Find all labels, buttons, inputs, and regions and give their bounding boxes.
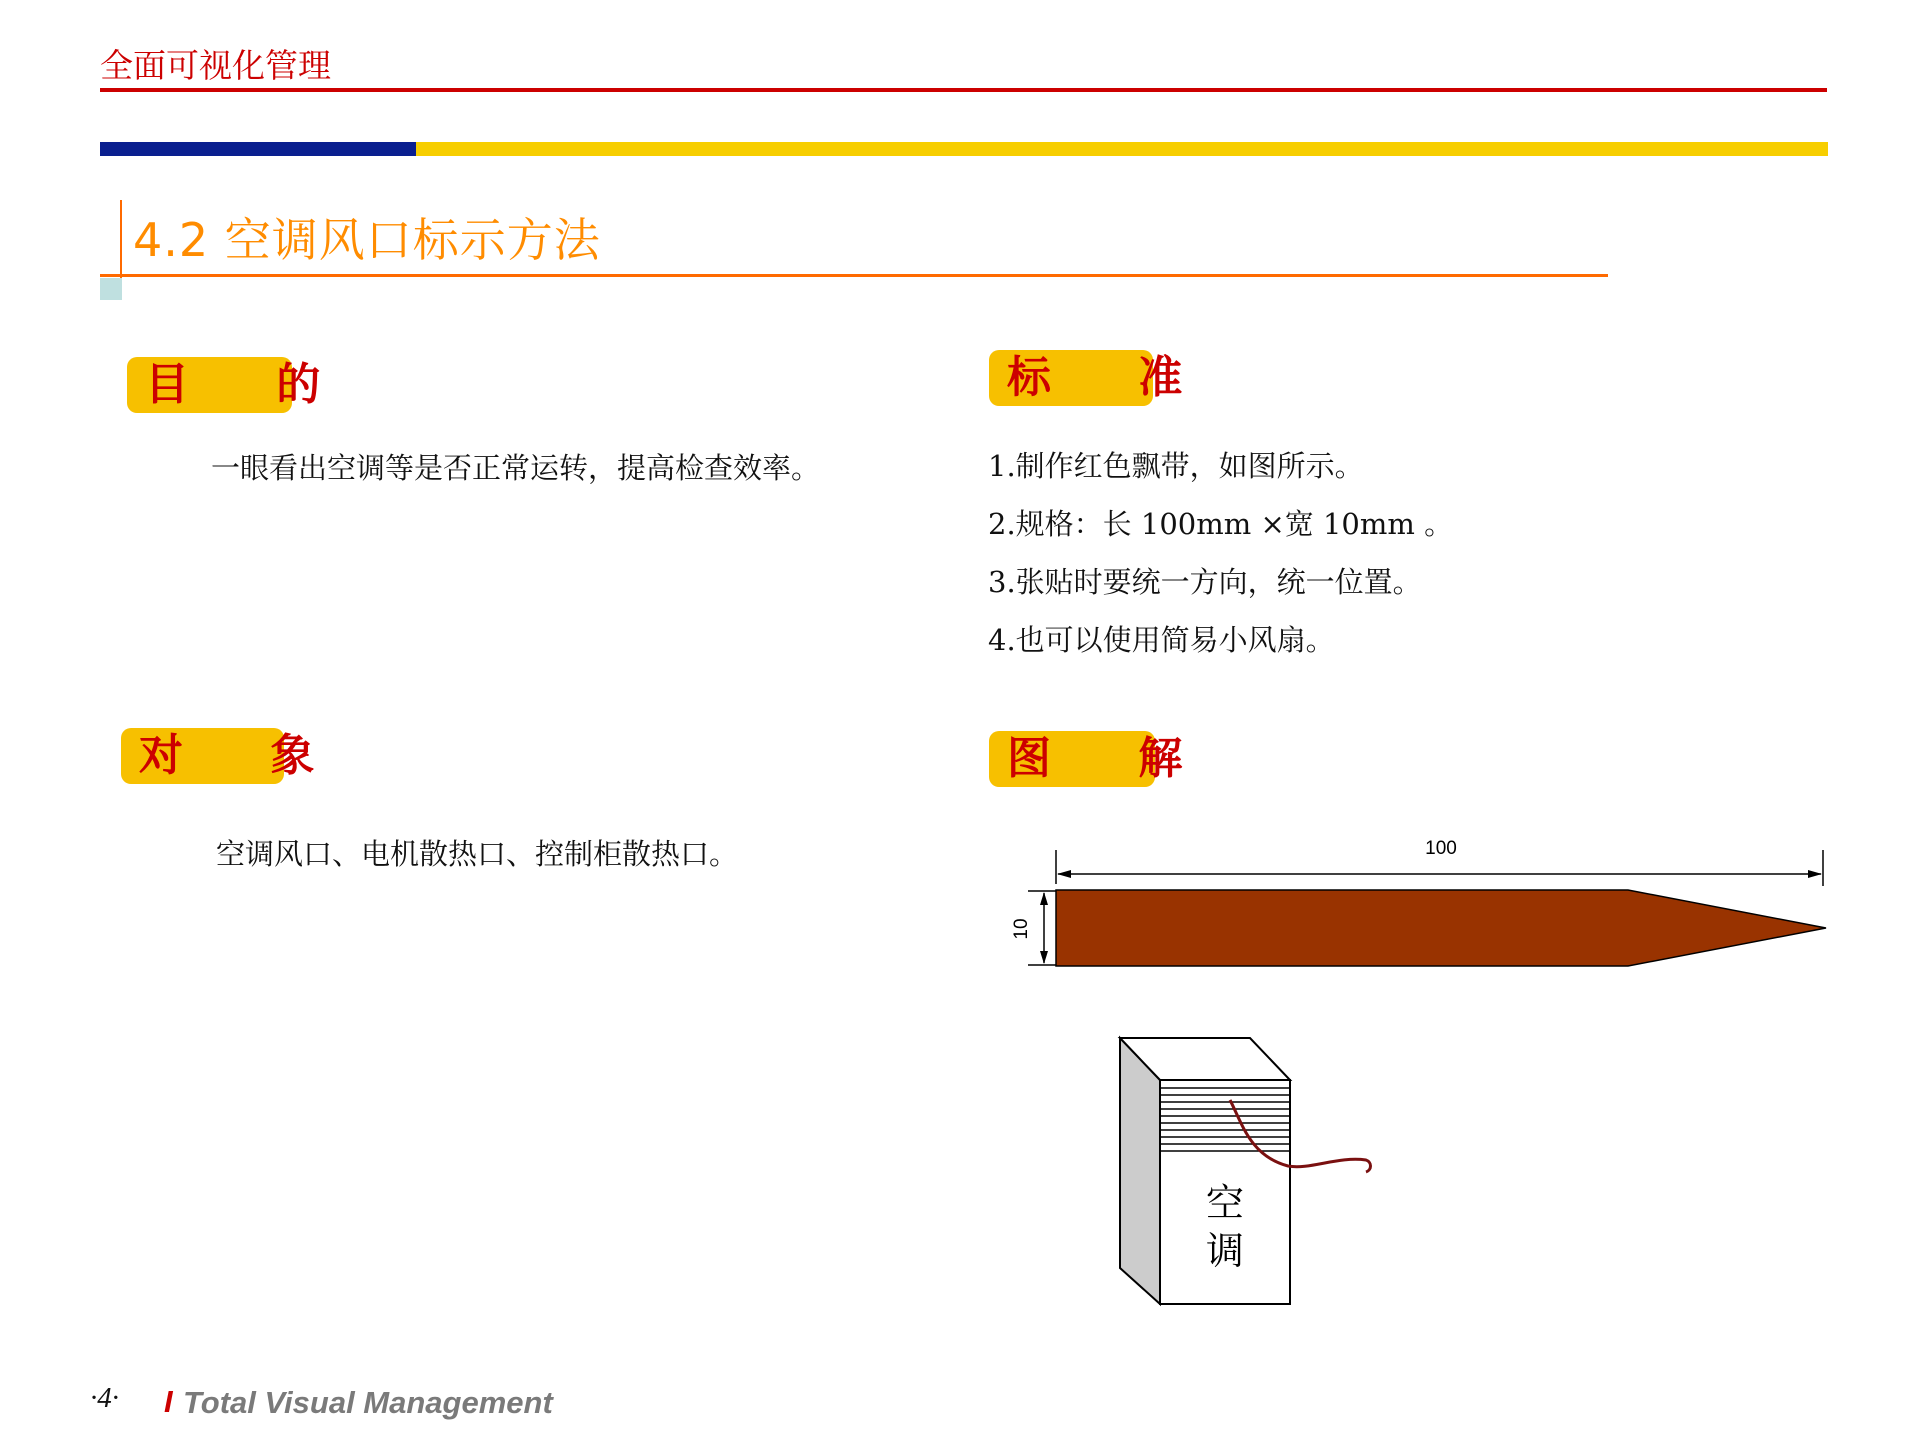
header-title: 全面可视化管理 <box>100 46 331 85</box>
section-title: 4.2 空调风口标示方法 <box>133 213 601 267</box>
object-tag-label: 对 象 <box>139 730 351 781</box>
standard-list <box>988 446 1453 678</box>
width-dimension-label: 10 <box>1011 918 1032 940</box>
section-title-rule <box>100 274 1608 277</box>
object-tag <box>121 728 351 784</box>
footer-text: Total Visual Management <box>183 1385 553 1420</box>
section-title-marker <box>100 278 122 300</box>
standard-item-4: 4.也可以使用简易小风扇。 <box>988 623 1335 657</box>
color-band-blue <box>100 142 416 156</box>
standard-item-2: 2.规格：长 100mm ×宽 10mm 。 <box>988 507 1454 541</box>
color-band-yellow <box>416 142 1828 156</box>
purpose-text: 一眼看出空调等是否正常运转，提高检查效率。 <box>211 451 821 485</box>
standard-tag <box>989 350 1219 406</box>
diagram-tag <box>989 731 1219 787</box>
ac-label-line1: 空 <box>1205 1181 1245 1225</box>
length-dimension-label: 100 <box>1425 838 1457 859</box>
purpose-tag <box>127 357 357 413</box>
ribbon-shape <box>1056 890 1826 966</box>
air-conditioner-illustration <box>1110 1028 1380 1318</box>
standard-item-1: 1.制作红色飘带，如图所示。 <box>988 449 1364 483</box>
standard-item-3: 3.张贴时要统一方向，统一位置。 <box>988 565 1422 599</box>
page-number: ·4· <box>90 1382 119 1414</box>
footer-mark: I <box>164 1384 173 1419</box>
ac-side-face <box>1120 1038 1160 1304</box>
object-text: 空调风口、电机散热口、控制柜散热口。 <box>216 837 739 871</box>
purpose-tag-label: 目 的 <box>145 359 357 410</box>
header-rule <box>100 88 1827 92</box>
ribbon-dimension-diagram <box>1000 830 1840 980</box>
diagram-tag-label: 图 解 <box>1007 733 1219 784</box>
standard-tag-label: 标 准 <box>1007 352 1219 403</box>
ac-label-line2: 调 <box>1205 1229 1245 1273</box>
